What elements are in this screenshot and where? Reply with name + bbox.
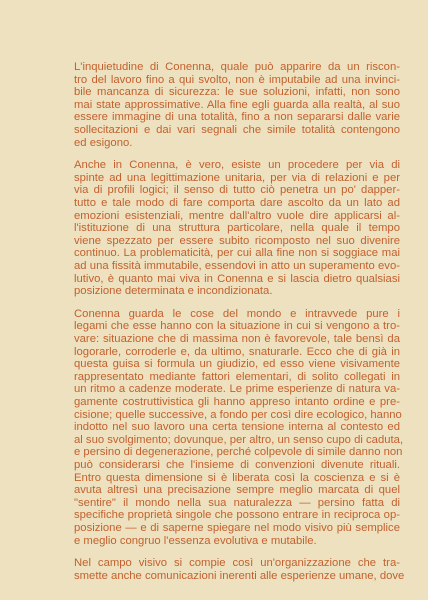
text-line: essere immagine di una totalità, fino a non separarsi dalle varie — [74, 111, 400, 124]
text-line: un ritmo a cadenze moderate. Le prime esperienze di natura va- — [74, 383, 400, 396]
text-line: indotto nel suo lavoro una certa tensione interna al contesto ed — [74, 421, 400, 434]
text-line: via di profili logici; il senso di tutto ciò penetra un po' dapper- — [74, 184, 400, 197]
text-line: sollecitazioni e dai vari segnali che simile totalità contengono — [74, 124, 400, 136]
text-line: Entro questa dimensione si è liberata così la coscienza e si è — [74, 471, 400, 484]
text-line: gamente costruttivistica gli hanno appreso intanto ordine e pre- — [74, 396, 400, 408]
text-line: legami che esse hanno con la situazione in cui si vengono a tro- — [74, 320, 400, 333]
text-line: tro del lavoro fino a qui svolto, non è imputabile ad una invinci- — [74, 73, 400, 86]
text-line: vare: situazione che di massima non è favorevole, tale bensì da — [74, 333, 400, 345]
text-line: "sentire" il mondo nella sua naturalezza — persino fatta di — [74, 496, 400, 509]
text-line: l'istituzione di una struttura particolare, nella quale il tempo — [74, 222, 400, 235]
text-line: al suo svolgimento; dovunque, per altro, un senso cupo di caduta, — [74, 433, 404, 446]
text-line: posizione — e di saperne spiegare nel modo visivo più semplice — [74, 522, 400, 534]
text-line: Anche in Conenna, è vero, esiste un procedere per via di — [74, 159, 400, 172]
text-line: ad una fissità immutabile, essendovi in atto un superamento evo- — [74, 260, 400, 272]
text-line: può considerarsi che l'insieme di convenzioni divenute rituali. — [74, 459, 400, 471]
text-line: bile mancanza di sicurezza: le sue soluzioni, infatti, non sono — [74, 86, 400, 99]
text-line: spinte ad una legittimazione unitaria, per via di relazioni e per — [74, 171, 400, 184]
text-line: e meglio congruo l'essenza evolutiva e mutabile. — [74, 534, 317, 547]
text-line: posizione determinata e incondizionata. — [74, 285, 273, 298]
text-line: mai state approssimative. Alla fine egli guarda alla realtà, al suo — [74, 98, 400, 111]
text-line: cisione; quelle successive, a fondo per così dire ecologico, hanno — [74, 408, 402, 421]
text-line: questa guisa si formula un giudizio, ed esso viene visivamente — [74, 358, 400, 371]
text-line: emozioni esistenziali, mentre dall'altro vuole dire applicarsi al- — [74, 209, 400, 222]
text-line: logorarle, corroderle e, da ultimo, snaturarle. Ecco che di già in — [74, 345, 400, 358]
text-line: lutivo, è quanto mai viva in Conenna e si lascia dietro qualsiasi — [74, 272, 400, 285]
text-line: avuta altresì una precisazione sempre meglio marcata di quel — [74, 484, 400, 497]
text-line: smette anche comunicazioni inerenti alle esperienze umane, dove — [74, 569, 405, 582]
text-line: continuo. La problematicità, per cui alla fine non si soggiace mai — [74, 247, 400, 260]
text-line: e persino di degenerazione, perché colpevole di simile danno non — [74, 446, 403, 459]
text-line: rappresentato mediante fattori elementari, di solito collegati in — [74, 370, 400, 383]
text-line: L'inquietudine di Conenna, quale può apparire da un riscon- — [74, 61, 400, 73]
text-line: ed esigono. — [74, 136, 133, 149]
text-line: Nel campo visivo si compie così un'organizzazione che tra- — [74, 557, 400, 570]
text-line: specifiche proprietà singole che possono entrare in reciproca op- — [74, 509, 400, 522]
text-line: Conenna guarda le cose del mondo e intravvede pure i — [74, 307, 400, 320]
text-line: viene spezzato per essere subito ricomposto nel suo divenire — [74, 234, 400, 247]
text-line: tutto e tale modo di fare comporta dare ascolto da un lato ad — [74, 197, 400, 209]
